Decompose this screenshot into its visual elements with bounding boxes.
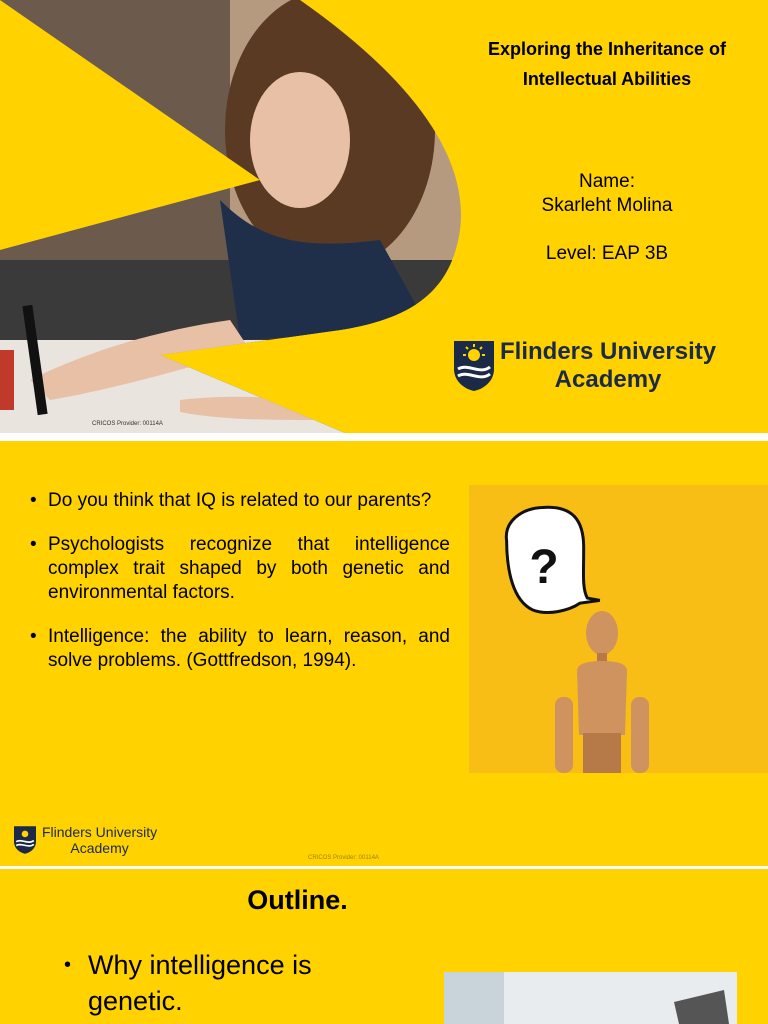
level-text: Level: EAP 3B [545,243,669,264]
presenter-info [448,170,766,266]
presentation-title: Exploring the Inheritance of Intellectual Abilities [487,39,727,89]
logo-line1: Flinders University [42,824,158,840]
question-mannequin-photo [469,485,768,773]
logo-line2: Academy [554,366,662,393]
logo-line2: Academy [70,840,129,856]
list-item: • Intelligence: the ability to learn, reason, and solve problems. (Gottfredson, 1994). [30,626,450,671]
outline-slide [0,869,768,1024]
cricos-text: CRICOS Provider: 00114A [308,855,379,861]
list-item: • Psychologists recognize that intelligence complex trait shaped by both genetic and environmental factors. [30,534,450,603]
flinders-crest-icon [14,826,36,854]
cricos-text: CRICOS Provider: 00114A [92,421,163,427]
list-item: • Why intelligence is genetic. [64,950,312,1016]
outline-title: Outline. [247,885,348,915]
title-slide [0,0,768,433]
flinders-logo-small [14,824,157,856]
logo-line1: Flinders University [500,338,717,365]
name-label: Name: [579,171,635,192]
intro-slide [0,441,768,866]
flinders-crest-icon [454,341,494,391]
laptop-photo [444,972,737,1024]
student-writing-photo [0,0,470,433]
question-mark: ? [529,541,559,594]
flinders-logo [454,338,716,394]
bullet-list [30,489,450,693]
list-item: • Do you think that IQ is related to our parents? [30,490,432,511]
name-value: Skarleht Molina [541,195,673,216]
